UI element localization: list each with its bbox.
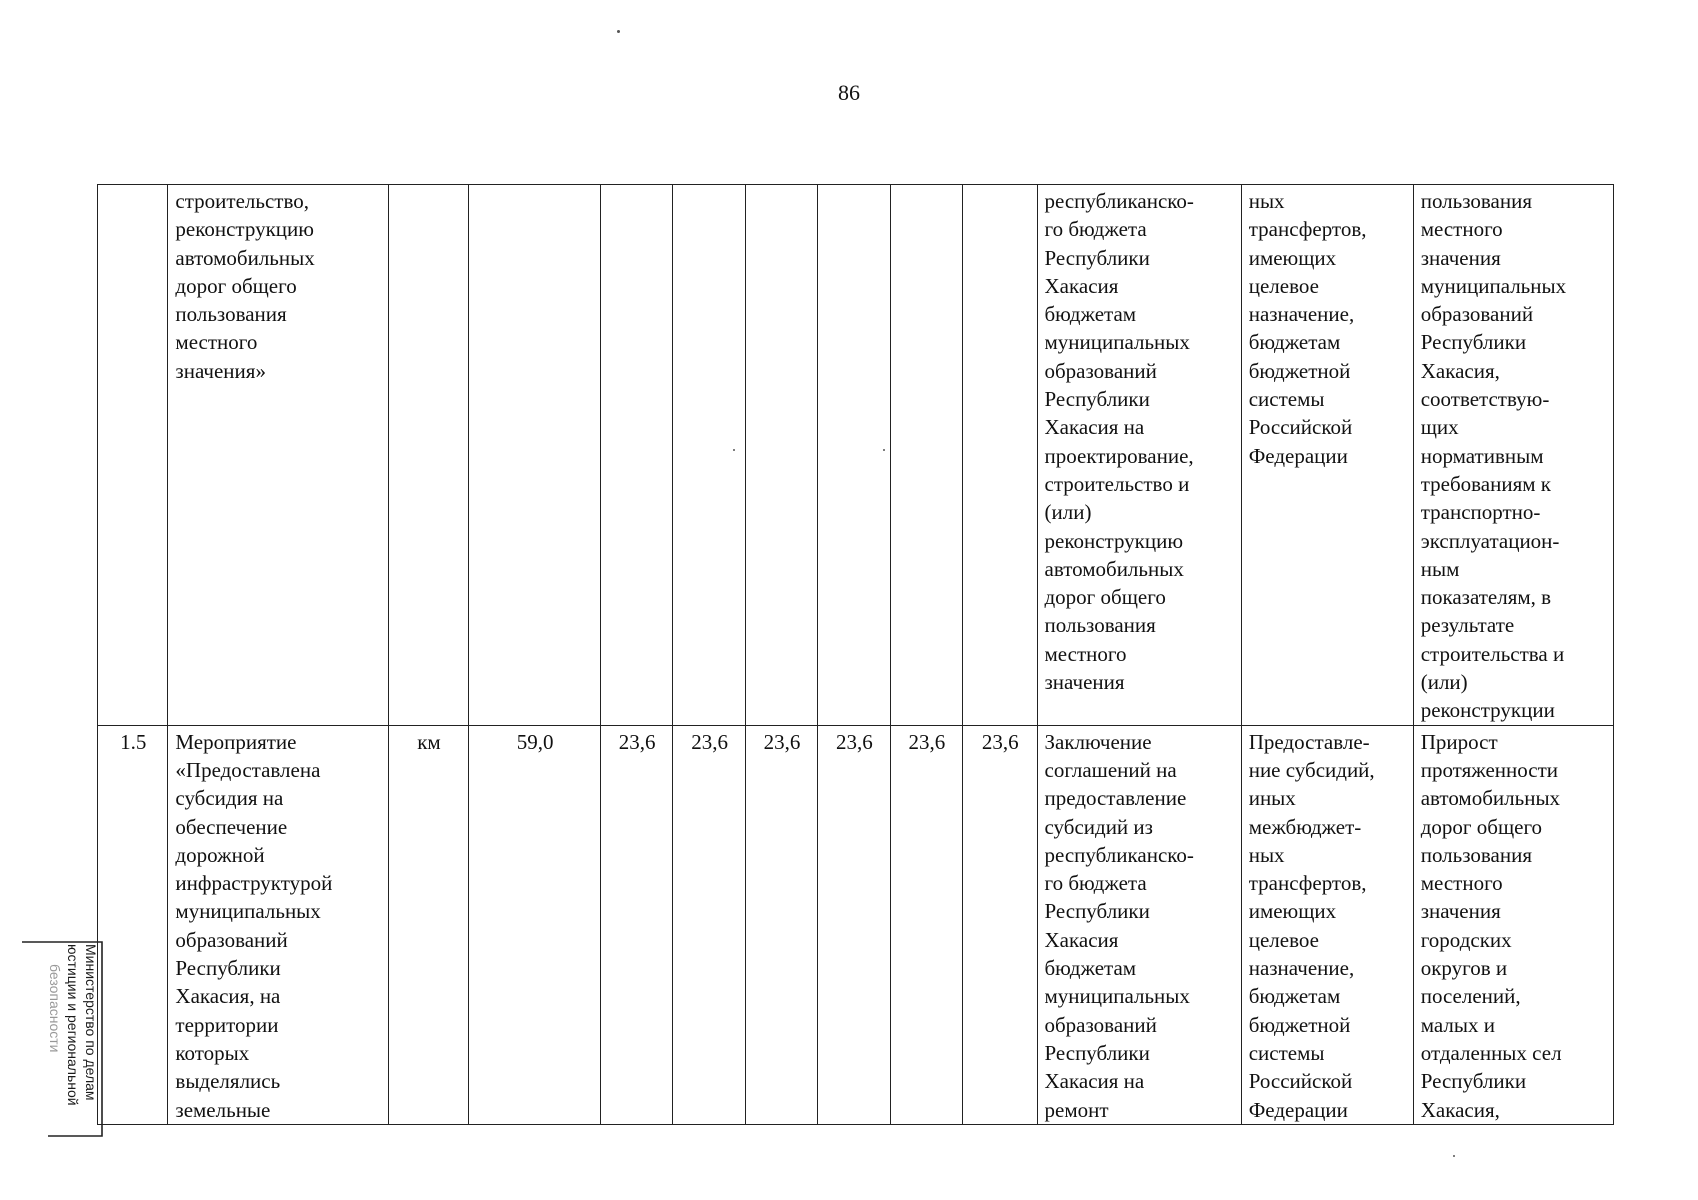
cell-result: пользования местного значения муниципальных образований Республики Хакасия, соответствую- щих нормативным требованиям к транспортно- эксплуатацион- ным показателям, в результате строительства и (или) реконструкции xyxy=(1413,185,1613,726)
scan-speck xyxy=(733,449,735,451)
cell-year-value xyxy=(963,185,1037,726)
cell-year-value xyxy=(745,185,817,726)
cell-unit: км xyxy=(388,725,468,1124)
cell-instrument: ных трансфертов, имеющих целевое назначение, бюджетам бюджетной системы Российской Федерации xyxy=(1241,185,1413,726)
program-events-table xyxy=(97,184,1614,1125)
cell-instrument: Предоставле- ние субсидий, иных межбюджет- ных трансфертов, имеющих целевое назначение, бюджетам бюджетной системы Российской Федерации xyxy=(1241,725,1413,1124)
scan-speck xyxy=(617,30,620,33)
cell-unit xyxy=(388,185,468,726)
stamp-line-2: юстиции и региональной xyxy=(65,944,81,1106)
cell-year-value xyxy=(673,185,745,726)
cell-number xyxy=(98,185,168,726)
stamp-line-1: Министерство по делам xyxy=(83,944,99,1101)
cell-mechanism: республиканско- го бюджета Республики Хакасия бюджетам муниципальных образований Республики Хакасия на проектирование, строительство и (или) реконструкцию автомобильных дорог общего пользования местного значения xyxy=(1037,185,1241,726)
cell-year-value: 23,6 xyxy=(673,725,745,1124)
cell-year-value xyxy=(818,185,890,726)
cell-year-value: 23,6 xyxy=(818,725,890,1124)
scan-speck xyxy=(1453,1155,1455,1157)
scan-speck xyxy=(883,449,885,451)
table-row-continued xyxy=(98,185,1614,726)
cell-year-value xyxy=(890,185,962,726)
cell-event-name: Мероприятие «Предоставлена субсидия на обеспечение дорожной инфраструктурой муниципальных образований Республики Хакасия, на территории которых выделялись земельные xyxy=(168,725,388,1124)
cell-year-value: 23,6 xyxy=(963,725,1037,1124)
cell-result: Прирост протяженности автомобильных дорог общего пользования местного значения городских округов и поселений, малых и отдаленных сел Республики Хакасия, xyxy=(1413,725,1613,1124)
registration-stamp xyxy=(18,938,106,1140)
cell-year-value: 23,6 xyxy=(600,725,672,1124)
cell-base-value: 59,0 xyxy=(469,725,601,1124)
cell-year-value xyxy=(600,185,672,726)
stamp-line-3: безопасности xyxy=(47,964,63,1053)
cell-year-value: 23,6 xyxy=(745,725,817,1124)
cell-event-name: строительство, реконструкцию автомобильных дорог общего пользования местного значения» xyxy=(168,185,388,726)
cell-year-value: 23,6 xyxy=(890,725,962,1124)
page-number: 86 xyxy=(838,80,860,105)
cell-mechanism: Заключение соглашений на предоставление субсидий из республиканско- го бюджета Республики Хакасия бюджетам муниципальных образований Республики Хакасия на ремонт xyxy=(1037,725,1241,1124)
table-row-1-5 xyxy=(98,725,1614,1124)
cell-base-value xyxy=(469,185,601,726)
cell-number: 1.5 xyxy=(98,725,168,1124)
